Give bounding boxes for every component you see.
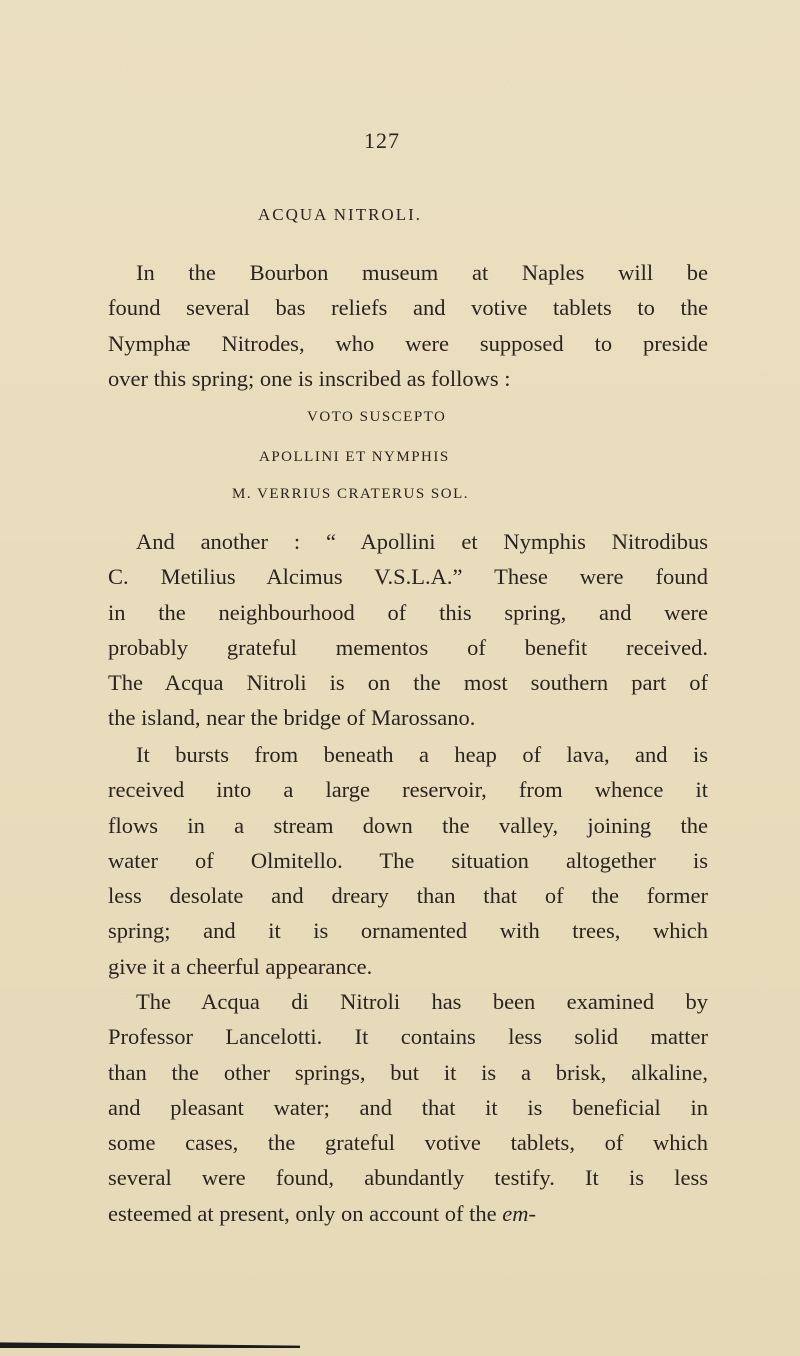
text-line: probably grateful mementos of benefit received. — [108, 634, 708, 660]
text-line: The Acqua di Nitroli has been examined by — [136, 989, 708, 1014]
text-line: It bursts from beneath a heap of lava, and is — [136, 742, 708, 767]
page-edge-shadow — [0, 1340, 300, 1348]
text-line: Nymphæ Nitrodes, who were supposed to preside — [108, 330, 708, 356]
paragraph-intro — [108, 255, 708, 396]
text-line: the island, near the bridge of Marossano. — [108, 705, 476, 731]
paragraph-second-inscription — [108, 524, 708, 736]
text-line: in the neighbourhood of this spring, and were — [108, 599, 708, 625]
text-line: And another : “ Apollini et Nymphis Nitrodibus — [136, 529, 708, 554]
inscription-line: APOLLINI ET NYMPHIS — [259, 449, 450, 465]
text-line: spring; and it is ornamented with trees, which — [108, 918, 708, 944]
text-line — [108, 1196, 708, 1231]
text-line: less desolate and dreary than that of the former — [108, 883, 708, 909]
paragraph-source — [108, 737, 708, 984]
inscription-line: VOTO SUSCEPTO — [307, 409, 447, 425]
text-line: found several bas reliefs and votive tablets to the — [108, 295, 708, 321]
hyphenated-fragment: em- — [502, 1200, 536, 1226]
page-number: 127 — [364, 128, 400, 153]
text-line: give it a cheerful appearance. — [108, 953, 373, 979]
text-line: The Acqua Nitroli is on the most southern part of — [108, 670, 708, 696]
text-line: Professor Lancelotti. It contains less solid matter — [108, 1024, 708, 1050]
text-line: some cases, the grateful votive tablets, of which — [108, 1130, 708, 1156]
text-line: and pleasant water; and that it is beneficial in — [108, 1094, 708, 1120]
text-line-start: esteemed at present, only on account of the — [108, 1200, 503, 1226]
paragraph-analysis — [108, 984, 708, 1231]
text-line: several were found, abundantly testify. It is less — [108, 1165, 708, 1191]
inscription-line: M. VERRIUS CRATERUS SOL. — [232, 486, 470, 502]
text-line: In the Bourbon museum at Naples will be — [136, 260, 708, 285]
text-line: water of Olmitello. The situation altogether is — [108, 847, 708, 873]
text-line: C. Metilius Alcimus V.S.L.A.” These were found — [108, 564, 708, 590]
section-title: ACQUA NITROLI. — [258, 205, 422, 224]
text-line: flows in a stream down the valley, joining the — [108, 812, 708, 838]
text-line: than the other springs, but it is a brisk, alkaline, — [108, 1059, 708, 1085]
text-line: over this spring; one is inscribed as follows : — [108, 365, 511, 391]
text-line: received into a large reservoir, from whence it — [108, 777, 708, 803]
